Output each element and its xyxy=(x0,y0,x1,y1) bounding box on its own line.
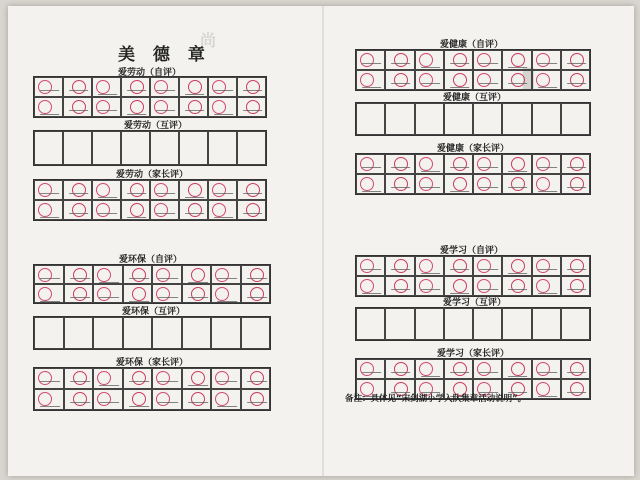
section-title: 爱环保（自评） xyxy=(119,255,183,265)
page-fold xyxy=(322,6,324,476)
stamp-grid-labor-parent xyxy=(33,179,267,221)
bleed-through-mark: ▮ xyxy=(520,60,537,95)
section-title: 爱健康（自评） xyxy=(440,40,504,50)
section-title: 爱劳动（自评） xyxy=(118,68,182,78)
stamp-grid-labor-peer xyxy=(33,130,267,166)
section-title: 爱环保（家长评） xyxy=(116,358,189,368)
stamp-grid-health-parent xyxy=(355,153,591,195)
section-title: 爱学习（互评） xyxy=(443,298,507,308)
section-title: 爱学习（家长评） xyxy=(437,349,510,359)
stamp-grid-health-peer xyxy=(355,102,591,136)
stamp-grid-env-parent xyxy=(33,367,271,411)
section-title: 爱健康（互评） xyxy=(443,93,507,103)
section-title: 爱劳动（家长评） xyxy=(116,170,189,180)
section-title: 爱学习（自评） xyxy=(440,246,504,256)
section-title: 爱劳动（互评） xyxy=(124,121,188,131)
stamp-grid-health-self xyxy=(355,49,591,91)
page-title: 美 德 章 xyxy=(118,45,211,65)
stamp-grid-study-peer xyxy=(355,307,591,341)
section-title: 爱健康（家长评） xyxy=(437,144,510,154)
footnote: 备注：具体见“宋剑湖小学入队集章活动说明”。 xyxy=(345,394,527,404)
stamp-grid-env-self xyxy=(33,264,271,304)
bleed-through-mark: 尚 xyxy=(200,31,217,50)
section-title: 爱环保（互评） xyxy=(122,307,186,317)
stamp-grid-env-peer xyxy=(33,316,271,350)
stamp-grid-labor-self xyxy=(33,76,267,118)
stamp-grid-study-self xyxy=(355,255,591,297)
